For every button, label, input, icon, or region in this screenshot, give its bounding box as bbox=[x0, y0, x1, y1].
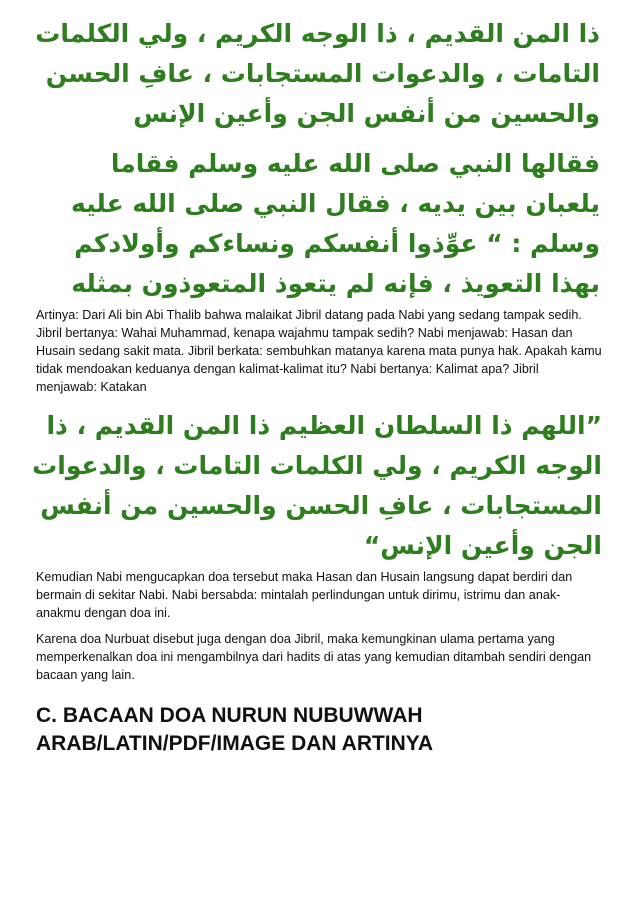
arabic-doa-block-1 bbox=[36, 14, 602, 304]
arabic-line: والحسين من أنفس الجن وأعين الإنس bbox=[133, 99, 600, 128]
arabic-line: التامات ، والدعوات المستجابات ، عافِ الحسن bbox=[45, 59, 600, 88]
arabic-line: يلعبان بين يديه ، فقال النبي صلى الله عليه bbox=[71, 189, 600, 218]
kemudian-paragraph: Kemudian Nabi mengucapkan doa tersebut maka Hasan dan Husain langsung dapat berdiri dan bermain di sekitar Nabi. Nabi bersabda: mintalah perlindungan untuk dirimu, istrimu dan anak-anakmu dengan doa ini. bbox=[36, 570, 573, 620]
artinya-paragraph: Artinya: Dari Ali bin Abi Thalib bahwa malaikat Jibril datang pada Nabi yang sedang tampak sedih. Jibril bertanya: Wahai Muhammad, kenapa wajahmu tampak sedih? Nabi menjawab: Hasan dan Husain sedang sakit mata. Jibril berkata: sembuhkan matanya karena mata punya hak. Apakah kamu tidak mendoakan keduanya dengan kalimat-kalimat itu? Nabi bertanya: Kalimat apa? Jibril menjawab: Katakan bbox=[36, 308, 602, 394]
arabic-line: المستجابات ، عافِ الحسن والحسين من أنفس bbox=[40, 491, 602, 520]
arabic-line: الجن وأعين الإنس“ bbox=[363, 531, 602, 560]
arabic-line: بهذا التعويذ ، فإنه لم يتعوذ المتعوذون بمثله bbox=[71, 269, 600, 298]
arabic-line: ذا المن القديم ، ذا الوجه الكريم ، ولي الكلمات bbox=[35, 19, 600, 48]
arabic-line: فقالها النبي صلى الله عليه وسلم فقاما bbox=[110, 149, 600, 178]
arabic-line: ”اللهم ذا السلطان العظيم ذا المن القديم ، ذا bbox=[46, 411, 602, 440]
karena-paragraph: Karena doa Nurbuat disebut juga dengan doa Jibril, maka kemungkinan ulama pertama yang memperkenalkan doa ini mengambilnya dari hadits di atas yang kemudian ditambah sendiri dengan bacaan yang lain. bbox=[36, 632, 592, 682]
arabic-doa-block-2 bbox=[32, 406, 602, 566]
arabic-line: وسلم : “ عوِّذوا أنفسكم ونساءكم وأولادكم bbox=[74, 229, 600, 258]
arabic-line: الوجه الكريم ، ولي الكلمات التامات ، والدعوات bbox=[32, 451, 602, 480]
section-heading: C. BACAAN DOA NURUN NUBUWWAH ARAB/LATIN/PDF/IMAGE DAN ARTINYA bbox=[36, 704, 434, 755]
